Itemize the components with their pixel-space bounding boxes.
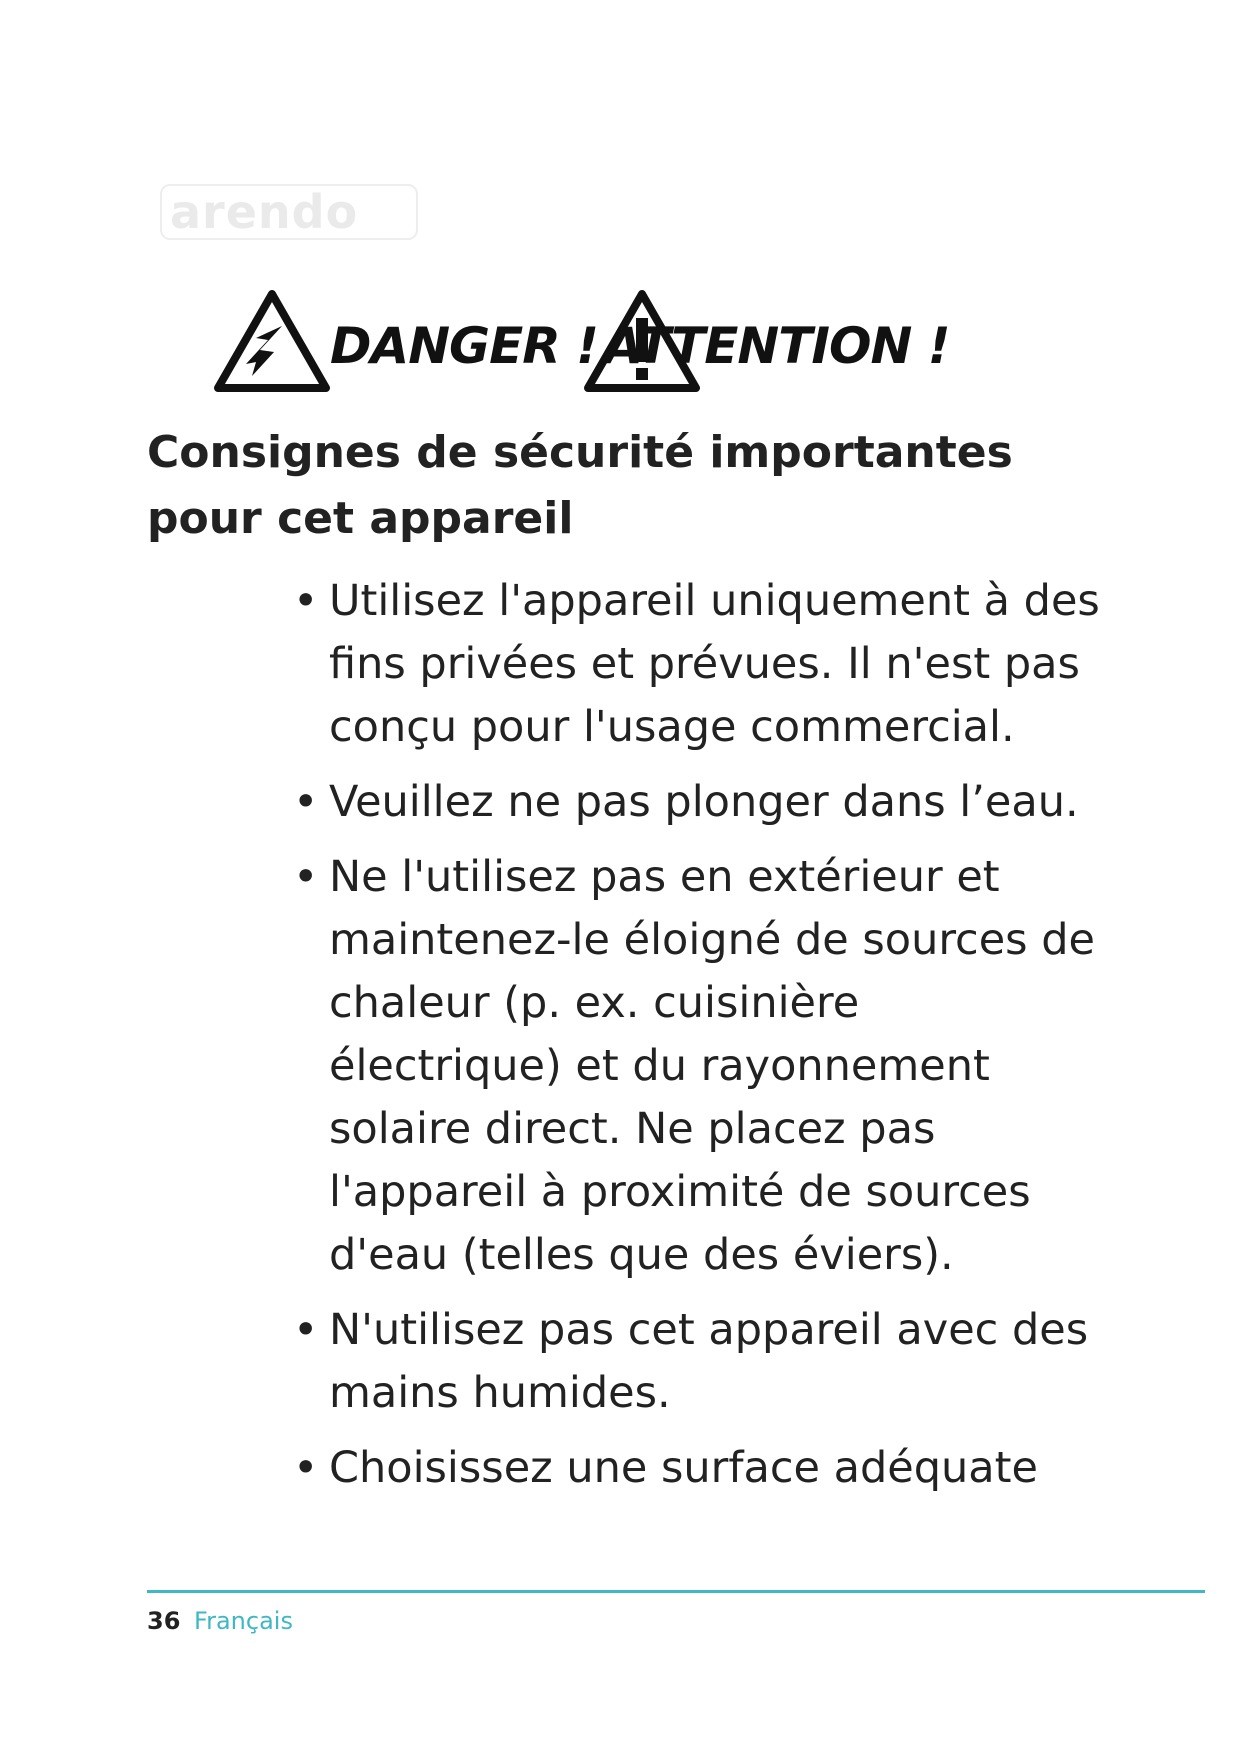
list-item xyxy=(293,846,1103,1287)
bullet-icon: • xyxy=(293,1443,319,1493)
list-item xyxy=(293,1437,1103,1500)
bullet-icon: • xyxy=(293,1305,319,1355)
list-item xyxy=(293,771,1103,834)
warning-row xyxy=(212,288,950,400)
safety-list xyxy=(293,570,1103,1512)
attention-label: ATTENTION ! xyxy=(604,317,950,375)
list-item-text: N'utilisez pas cet appareil avec des mains humides. xyxy=(329,1305,1089,1418)
list-item-text: Utilisez l'appareil uniquement à des fins privées et prévues. Il n'est pas conçu pour l'usage commercial. xyxy=(329,576,1100,752)
danger-label: DANGER ! xyxy=(330,317,598,375)
footer-language: Français xyxy=(194,1607,293,1635)
brand-logo: arendo xyxy=(160,184,418,240)
list-item-text: Veuillez ne pas plonger dans l’eau. xyxy=(329,777,1079,827)
bullet-icon: • xyxy=(293,777,319,827)
list-item-text: Choisissez une surface adéquate xyxy=(329,1443,1038,1493)
bullet-icon: • xyxy=(293,852,319,902)
list-item xyxy=(293,570,1103,759)
bullet-icon: • xyxy=(293,576,319,626)
footer-divider xyxy=(147,1590,1205,1593)
list-item-text: Ne l'utilisez pas en extérieur et maintenez-le éloigné de sources de chaleur (p. ex. cuisinière électrique) et du rayonnement solaire direct. Ne placez pas l'appareil à proximité de sources d'eau (telles que des éviers). xyxy=(329,852,1095,1280)
list-item xyxy=(293,1299,1103,1425)
page-footer xyxy=(147,1606,293,1636)
section-heading: Consignes de sécurité importantes pour cet appareil xyxy=(147,427,1013,544)
page-number: 36 xyxy=(147,1607,181,1635)
high-voltage-warning-icon xyxy=(212,288,332,396)
